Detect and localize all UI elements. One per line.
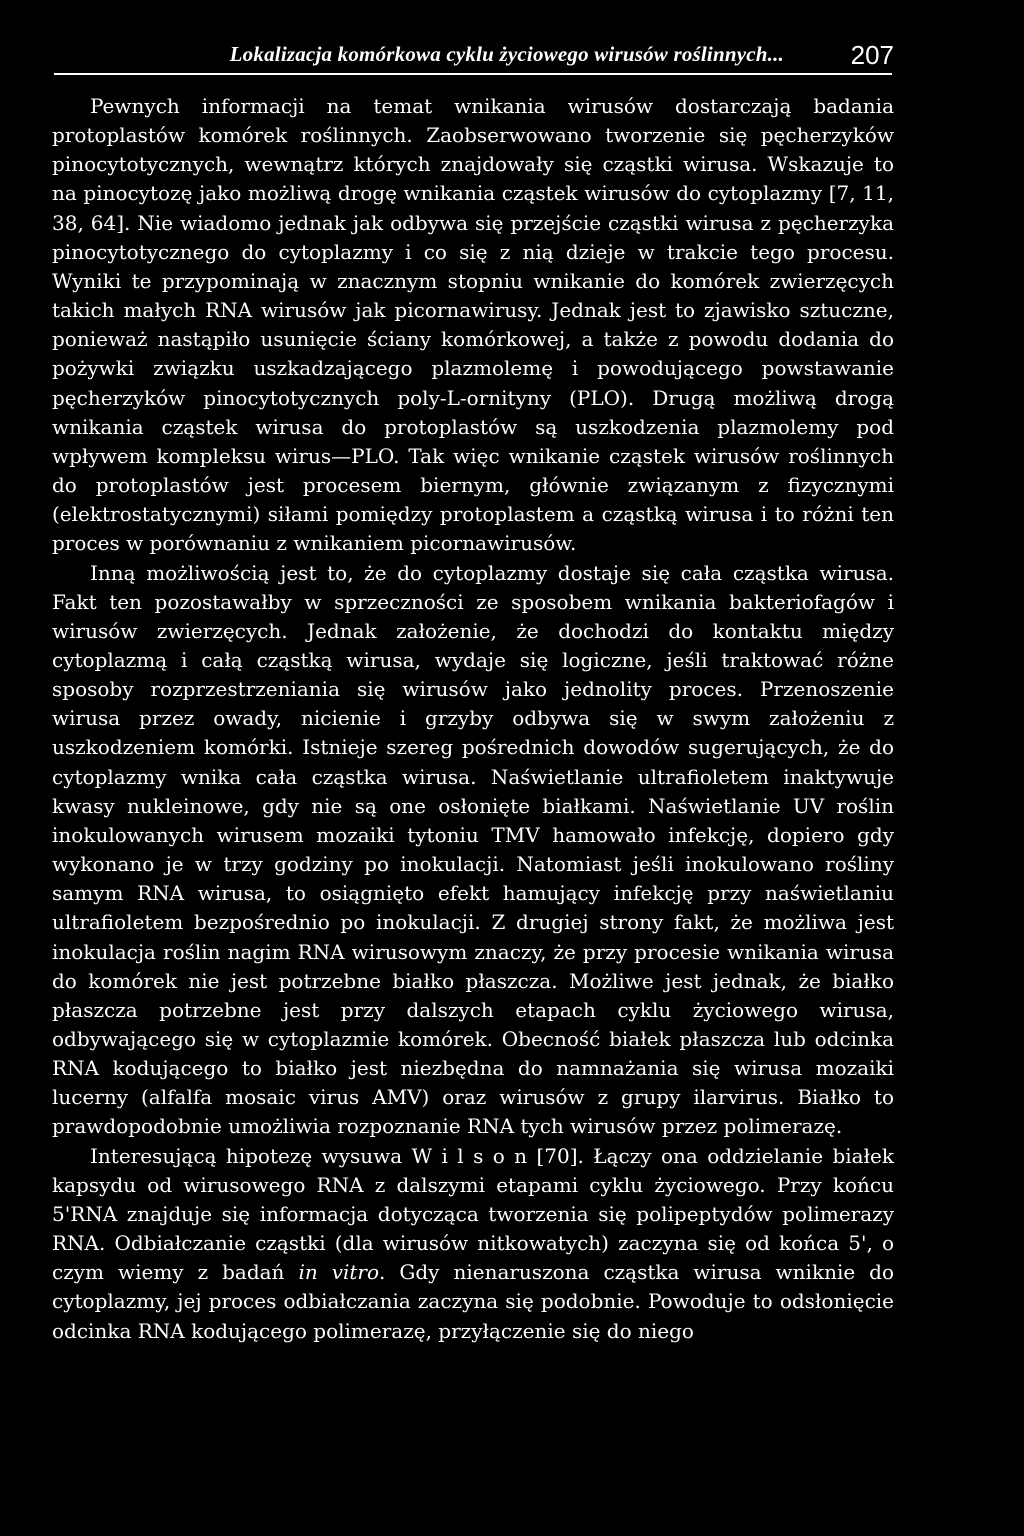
header-rule bbox=[54, 73, 892, 75]
paragraph bbox=[52, 1142, 894, 1346]
italic-term: in vitro bbox=[298, 1260, 380, 1285]
body-text bbox=[52, 92, 894, 1346]
page-number: 207 bbox=[850, 40, 894, 70]
running-head bbox=[52, 42, 894, 76]
paragraph bbox=[52, 559, 894, 1142]
paragraph-text: . Gdy nienaruszona cząstka wirusa wniknie do cytoplazmy, jej proces odbiałczania zaczyna się podobnie. Powoduje to odsłonięcie odcinka RNA kodującego polimerazę, przyłączenie się do niego bbox=[52, 1260, 895, 1343]
paragraph bbox=[52, 92, 894, 559]
running-title: Lokalizacja komórkowa cyklu życiowego wirusów roślinnych... bbox=[229, 42, 784, 66]
paragraph-text: Interesującą hipotezę wysuwa W i l s o n [70]. Łączy ona oddzielanie białek kapsydu od wirusowego RNA z dalszymi etapami cyklu życiowego. Przy końcu 5'RNA znajduje się informacja dotycząca tworzenia się polipeptydów polimerazy RNA. Odbiałczanie cząstki (dla wirusów nitkowatych) zaczyna się od końca 5', o czym wiemy z badań bbox=[52, 1143, 894, 1285]
paragraph-text: Pewnych informacji na temat wnikania wirusów dostarczają badania protoplastów komórek roślinnych. Zaobserwowano tworzenie się pęcherzyków pinocytotycznych, wewnątrz których znajdowały się cząstki wirusa. Wskazuje to na pinocytozę jako możliwą drogę wnikania cząstek wirusów do cytoplazmy [7, 11, 38, 64]. Nie wiadomo jednak jak odbywa się przejście cząstki wirusa z pęcherzyka pinocytotycznego do cytoplazmy i co się z nią dzieje w trakcie tego procesu. Wyniki te przypominają w znacznym stopniu wnikanie do komórek zwierzęcych takich małych RNA wirusów jak picornawirusy. Jednak jest to zjawisko sztuczne, ponieważ nastąpiło usunięcie ściany komórkowej, a także z powodu dodania do pożywki związku uszkadzającego plazmolemę i powodującego powstawanie pęcherzyków pinocytotycznych poly-L-ornityny (PLO). Drugą możliwą drogą wnikania cząstek wirusa do protoplastów są uszkodzenia plazmolemy pod wpływem kompleksu wirus—PLO. Tak więc wnikanie cząstek wirusów roślinnych do protoplastów jest procesem biernym, głównie związanym z fizycznymi (elektrostatycznymi) siłami pomiędzy protoplastem a cząstką wirusa i to różni ten proces w porównaniu z wnikaniem picornawirusów. bbox=[52, 94, 894, 556]
paragraph-text: Inną możliwością jest to, że do cytoplazmy dostaje się cała cząstka wirusa. Fakt ten pozostawałby w sprzeczności ze sposobem wnikania bakteriofagów i wirusów zwierzęcych. Jednak założenie, że dochodzi do kontaktu między cytoplazmą i całą cząstką wirusa, wydaje się logiczne, jeśli traktować różne sposoby rozprzestrzeniania się wirusów jako jednolity proces. Przenoszenie wirusa przez owady, nicienie i grzyby odbywa się w swym założeniu z uszkodzeniem komórki. Istnieje szereg pośrednich dowodów sugerujących, że do cytoplazmy wnika cała cząstka wirusa. Naświetlanie ultrafioletem inaktywuje kwasy nukleinowe, gdy nie są one osłonięte białkami. Naświetlanie UV roślin inokulowanych wirusem mozaiki tytoniu TMV hamowało infekcję, dopiero gdy wykonano je w trzy godziny po inokulacji. Natomiast jeśli inokulowano rośliny samym RNA wirusa, to osiągnięto efekt hamujący infekcję przy naświetlaniu ultrafioletem bezpośrednio po inokulacji. Z drugiej strony fakt, że możliwa jest inokulacja roślin nagim RNA wirusowym znaczy, że przy procesie wnikania wirusa do komórek nie jest potrzebne białko płaszcza. Możliwe jest jednak, że białko płaszcza potrzebne jest przy dalszych etapach cyklu życiowego wirusa, odbywającego się w cytoplazmie komórek. Obecność białek płaszcza lub odcinka RNA kodującego to białko jest niezbędna do namnażania się wirusa mozaiki lucerny (alfalfa mosaic virus AMV) oraz wirusów z grupy ilarvirus. Białko to prawdopodobnie umożliwia rozpoznanie RNA tych wirusów przez polimerazę. bbox=[52, 560, 894, 1139]
